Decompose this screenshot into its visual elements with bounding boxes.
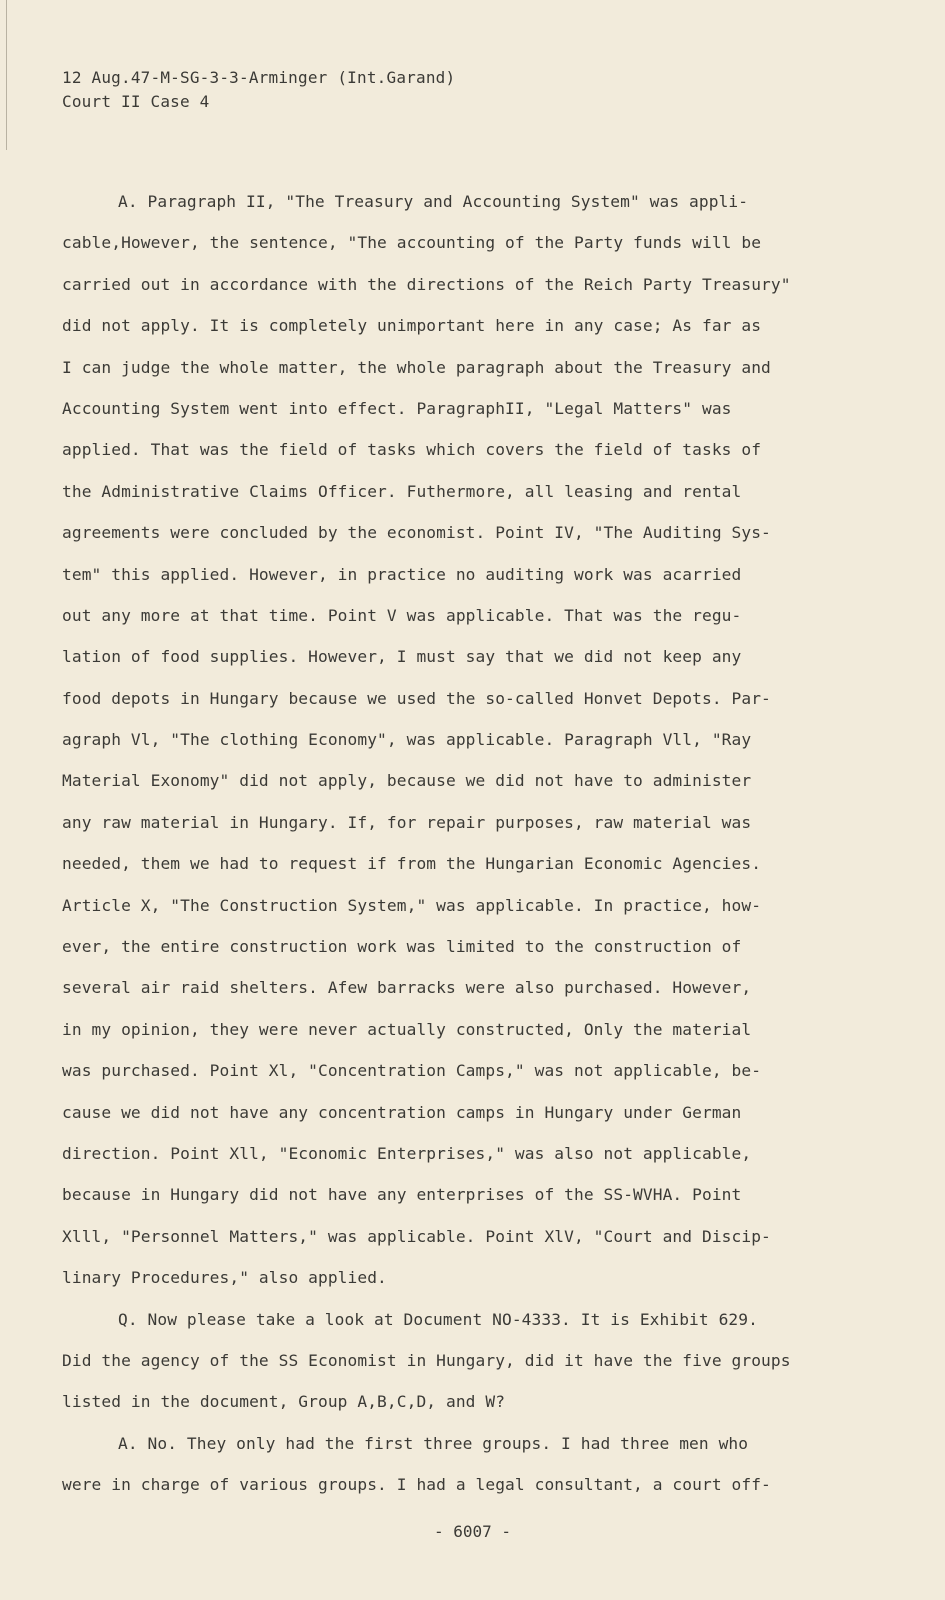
text-line: Did the agency of the SS Economist in Hungary, did it have the five groups <box>62 1350 791 1370</box>
page-number: - 6007 - <box>433 1522 512 1541</box>
text-line: ever, the entire construction work was limited to the construction of <box>62 937 742 957</box>
text-line: out any more at that time. Point V was applicable. That was the regu- <box>62 605 742 625</box>
text-line: Material Exonomy" did not apply, because we did not have to administer <box>62 771 752 791</box>
header-line-2: Court II Case 4 <box>62 92 210 111</box>
text-line: Article X, "The Construction System," was applicable. In practice, how- <box>62 895 762 915</box>
answer-line: A. No. They only had the first three groups. I had three men who <box>118 1433 749 1453</box>
text-line: Accounting System went into effect. ParagraphII, "Legal Matters" was <box>62 398 732 418</box>
document-body <box>62 192 842 1517</box>
text-line: was purchased. Point Xl, "Concentration Camps," was not applicable, be- <box>62 1061 762 1081</box>
text-line: applied. That was the field of tasks which covers the field of tasks of <box>62 440 762 460</box>
text-line: in my opinion, they were never actually constructed, Only the material <box>62 1019 752 1039</box>
text-line: agraph Vl, "The clothing Economy", was applicable. Paragraph Vll, "Ray <box>62 730 752 750</box>
question-line: Q. Now please take a look at Document NO-4333. It is Exhibit 629. <box>118 1309 758 1329</box>
text-line: carried out in accordance with the directions of the Reich Party Treasury" <box>62 274 791 294</box>
text-line: cause we did not have any concentration camps in Hungary under German <box>62 1102 742 1122</box>
text-line: the Administrative Claims Officer. Futhermore, all leasing and rental <box>62 481 742 501</box>
text-line: needed, them we had to request if from the Hungarian Economic Agencies. <box>62 854 762 874</box>
text-line: several air raid shelters. Afew barracks were also purchased. However, <box>62 978 752 998</box>
text-line: listed in the document, Group A,B,C,D, and W? <box>62 1392 506 1412</box>
text-line: did not apply. It is completely unimportant here in any case; As far as <box>62 316 762 336</box>
document-header <box>62 66 455 114</box>
text-line: were in charge of various groups. I had a legal consultant, a court off- <box>62 1475 771 1495</box>
text-line: linary Procedures," also applied. <box>62 1268 387 1288</box>
text-line: I can judge the whole matter, the whole paragraph about the Treasury and <box>62 357 771 377</box>
text-line: lation of food supplies. However, I must say that we did not keep any <box>62 647 742 667</box>
text-line: tem" this applied. However, in practice no auditing work was acarried <box>62 564 742 584</box>
text-line: food depots in Hungary because we used the so-called Honvet Depots. Par- <box>62 688 771 708</box>
text-line: direction. Point Xll, "Economic Enterprises," was also not applicable, <box>62 1143 752 1163</box>
text-line: Xlll, "Personnel Matters," was applicable. Point XlV, "Court and Discip- <box>62 1226 771 1246</box>
header-line-1: 12 Aug.47-M-SG-3-3-Arminger (Int.Garand) <box>62 68 456 87</box>
margin-rule <box>6 0 7 150</box>
text-line: A. Paragraph II, "The Treasury and Accounting System" was appli- <box>118 192 749 211</box>
text-line: any raw material in Hungary. If, for repair purposes, raw material was <box>62 812 752 832</box>
text-line: agreements were concluded by the economist. Point IV, "The Auditing Sys- <box>62 523 771 543</box>
text-line: cable,However, the sentence, "The accounting of the Party funds will be <box>62 233 762 253</box>
text-line: because in Hungary did not have any enterprises of the SS-WVHA. Point <box>62 1185 742 1205</box>
